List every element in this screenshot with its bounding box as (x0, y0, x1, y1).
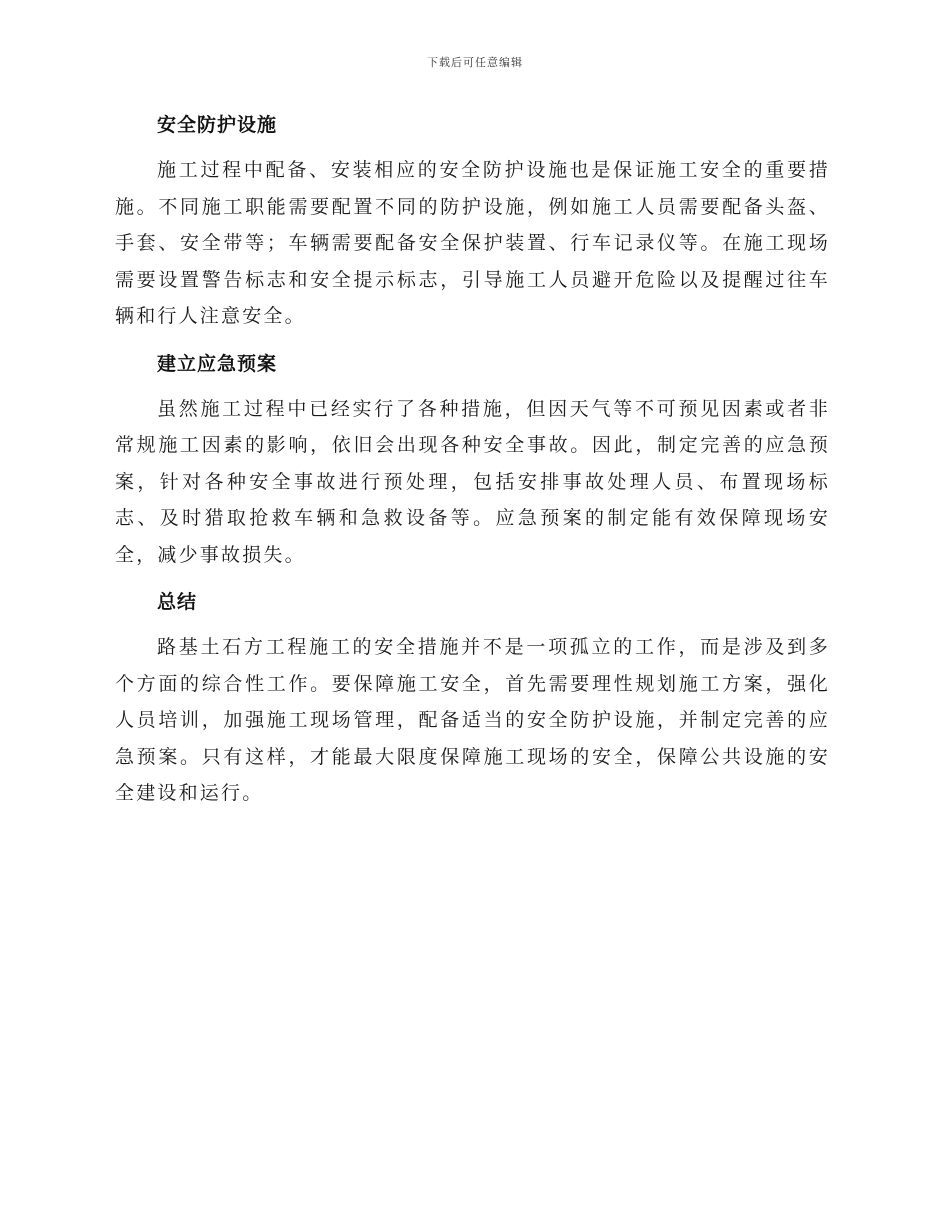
section-emergency-plan (115, 349, 830, 574)
section-paragraph: 施工过程中配备、安装相应的安全防护设施也是保证施工安全的重要措施。不同施工职能需要配置不同的防护设施，例如施工人员需要配备头盔、手套、安全带等；车辆需要配备安全保护装置、行车记录仪等。在施工现场需要设置警告标志和安全提示标志，引导施工人员避开危险以及提醒过往车辆和行人注意安全。 (115, 159, 830, 327)
section-heading: 总结 (157, 591, 198, 613)
document-body (115, 110, 830, 826)
section-paragraph: 路基土石方工程施工的安全措施并不是一项孤立的工作，而是涉及到多个方面的综合性工作。要保障施工安全，首先需要理性规划施工方案，强化人员培训，加强施工现场管理，配备适当的安全防护设施，并制定完善的应急预案。只有这样，才能最大限度保障施工现场的安全，保障公共设施的安全建设和运行。 (115, 636, 830, 804)
section-safety-facilities (115, 110, 830, 335)
section-summary (115, 587, 830, 812)
section-paragraph: 虽然施工过程中已经实行了各种措施，但因天气等不可预见因素或者非常规施工因素的影响，依旧会出现各种安全事故。因此，制定完善的应急预案，针对各种安全事故进行预处理，包括安排事故处理人员、布置现场标志、及时猎取抢救车辆和急救设备等。应急预案的制定能有效保障现场安全，减少事故损失。 (115, 397, 830, 566)
section-heading: 建立应急预案 (157, 352, 278, 375)
header-note: 下载后可任意编辑 (427, 56, 523, 69)
section-heading: 安全防护设施 (157, 114, 278, 136)
